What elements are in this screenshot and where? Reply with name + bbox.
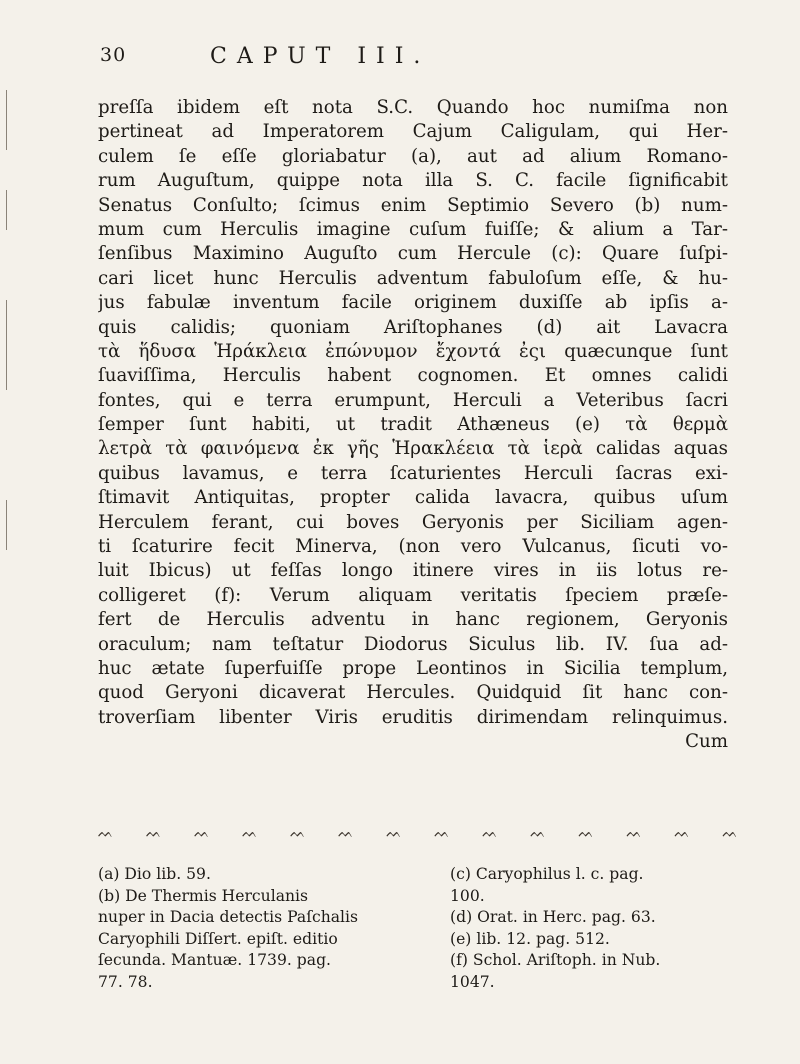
ornament-glyph: ᨓ xyxy=(626,826,642,841)
footnote-line: 77. 78. xyxy=(98,972,153,991)
ornament-glyph: ᨓ xyxy=(674,826,690,841)
text-line: quis calidis; quoniam Ariſtophanes (d) ait Lavacra xyxy=(98,316,728,338)
footnote-line: (b) De Thermis Herculanis xyxy=(98,886,309,905)
text-line: Senatus Conſulto; ſcimus enim Septimio Severo (b) num- xyxy=(98,194,728,216)
ornament-glyph: ᨓ xyxy=(242,826,258,841)
text-line: rum Auguſtum, quippe nota illa S. C. facile ſignificabit xyxy=(98,170,728,192)
page-header xyxy=(70,44,730,84)
ornament-glyph: ᨓ xyxy=(578,826,594,841)
footnotes-left-column xyxy=(98,864,423,993)
text-line: jus fabulæ inventum facile originem duxiſſe ab ipſis a- xyxy=(98,292,728,314)
running-head: CAPUT III. xyxy=(210,44,431,69)
footnote-line: (c) Caryophilus l. c. pag. xyxy=(450,865,644,883)
ornament-glyph: ᨓ xyxy=(290,826,306,841)
text-line: τὰ ἥδυσα Ἡράκλεια ἐπώνυμον ἔχοντά ἐςι quæcunque ſunt xyxy=(98,340,728,362)
text-line: colligeret (f): Verum aliquam veritatis ſpeciem præſe- xyxy=(98,584,728,606)
text-line: huc ætate ſuperfuiſſe prope Leontinos in Sicilia templum, xyxy=(98,657,728,679)
ornament-glyph: ᨓ xyxy=(98,826,114,841)
footnote-line: (d) Orat. in Herc. pag. 63. xyxy=(450,908,656,926)
text-line: culem ſe eſſe gloriabatur (a), aut ad alium Romano- xyxy=(98,145,728,167)
footnote-line: ſecunda. Mantuæ. 1739. pag. xyxy=(98,951,332,969)
text-line: fontes, qui e terra erumpunt, Herculi a Veteribus ſacri xyxy=(98,389,728,411)
footnote-line: (f) Schol. Ariſtoph. in Nub. xyxy=(450,951,661,969)
ornament-glyph: ᨓ xyxy=(482,826,498,841)
footnote-line: Caryophili Diſſert. epiſt. editio xyxy=(98,929,338,948)
text-line: quibus lavamus, e terra ſcaturientes Herculi ſacras exi- xyxy=(98,462,728,484)
ornament-glyph: ᨓ xyxy=(386,826,402,841)
text-line: Herculem ferant, cui boves Geryonis per Siciliam agen- xyxy=(98,511,728,533)
text-line: ſtimavit Antiquitas, propter calida lavacra, quibus uſum xyxy=(98,487,728,509)
page-edge-marks xyxy=(0,60,18,660)
ornament-glyph: ᨓ xyxy=(194,826,210,841)
footnote-line: (e) lib. 12. pag. 512. xyxy=(450,929,610,948)
footnote-line: 100. xyxy=(450,886,485,905)
text-line: ſenſibus Maximino Auguſto cum Hercule (c): Quare ſuſpi- xyxy=(98,243,728,265)
text-line: pertineat ad Imperatorem Cajum Caligulam, qui Her- xyxy=(98,121,728,143)
footnote-line: 1047. xyxy=(450,972,495,991)
text-line: mum cum Herculis imagine cuſum fuiſſe; & alium a Tar- xyxy=(98,218,728,240)
ornament-glyph: ᨓ xyxy=(146,826,162,841)
text-line: preſſa ibidem eſt nota S.C. Quando hoc numiſma non xyxy=(98,97,728,118)
text-line: ſuaviſſima, Herculis habent cognomen. Et omnes calidi xyxy=(98,365,728,387)
text-line: troverſiam libenter Viris eruditis dirimendam relinquimus. xyxy=(98,706,728,728)
text-line: luit Ibicus) ut feſſas longo itinere vires in iis lotus re- xyxy=(98,560,728,582)
page-number: 30 xyxy=(100,44,127,66)
ornament-glyph: ᨓ xyxy=(338,826,354,841)
footnote-line: (a) Dio lib. 59. xyxy=(98,865,211,883)
text-line: ti ſcaturire fecit Minerva, (non vero Vulcanus, ſicuti vo- xyxy=(98,536,728,558)
text-line: ſemper ſunt habiti, ut tradit Athæneus (e) τὰ θερμὰ xyxy=(98,414,728,436)
footnote-separator-ornament xyxy=(98,826,738,844)
ornament-glyph: ᨓ xyxy=(530,826,546,841)
ornament-glyph: ᨓ xyxy=(722,826,738,841)
main-text xyxy=(98,96,728,755)
ornament-glyph: ᨓ xyxy=(434,826,450,841)
text-line: oraculum; nam teſtatur Diodorus Siculus lib. IV. ſua ad- xyxy=(98,633,728,655)
catchword: Cum xyxy=(685,731,728,753)
text-line: fert de Herculis adventu in hanc regionem, Geryonis xyxy=(98,609,728,631)
footnote-line: nuper in Dacia detectis Paſchalis xyxy=(98,908,359,926)
text-line: cari licet hunc Herculis adventum fabuloſum eſſe, & hu- xyxy=(98,267,728,289)
text-line: λετρὰ τὰ φαινόμενα ἐκ γῆς Ἡρακλέεια τὰ ἱερὰ calidas aquas xyxy=(98,438,728,460)
footnotes-right-column xyxy=(450,864,750,993)
text-line: quod Geryoni dicaverat Hercules. Quidquid ſit hanc con- xyxy=(98,682,728,704)
